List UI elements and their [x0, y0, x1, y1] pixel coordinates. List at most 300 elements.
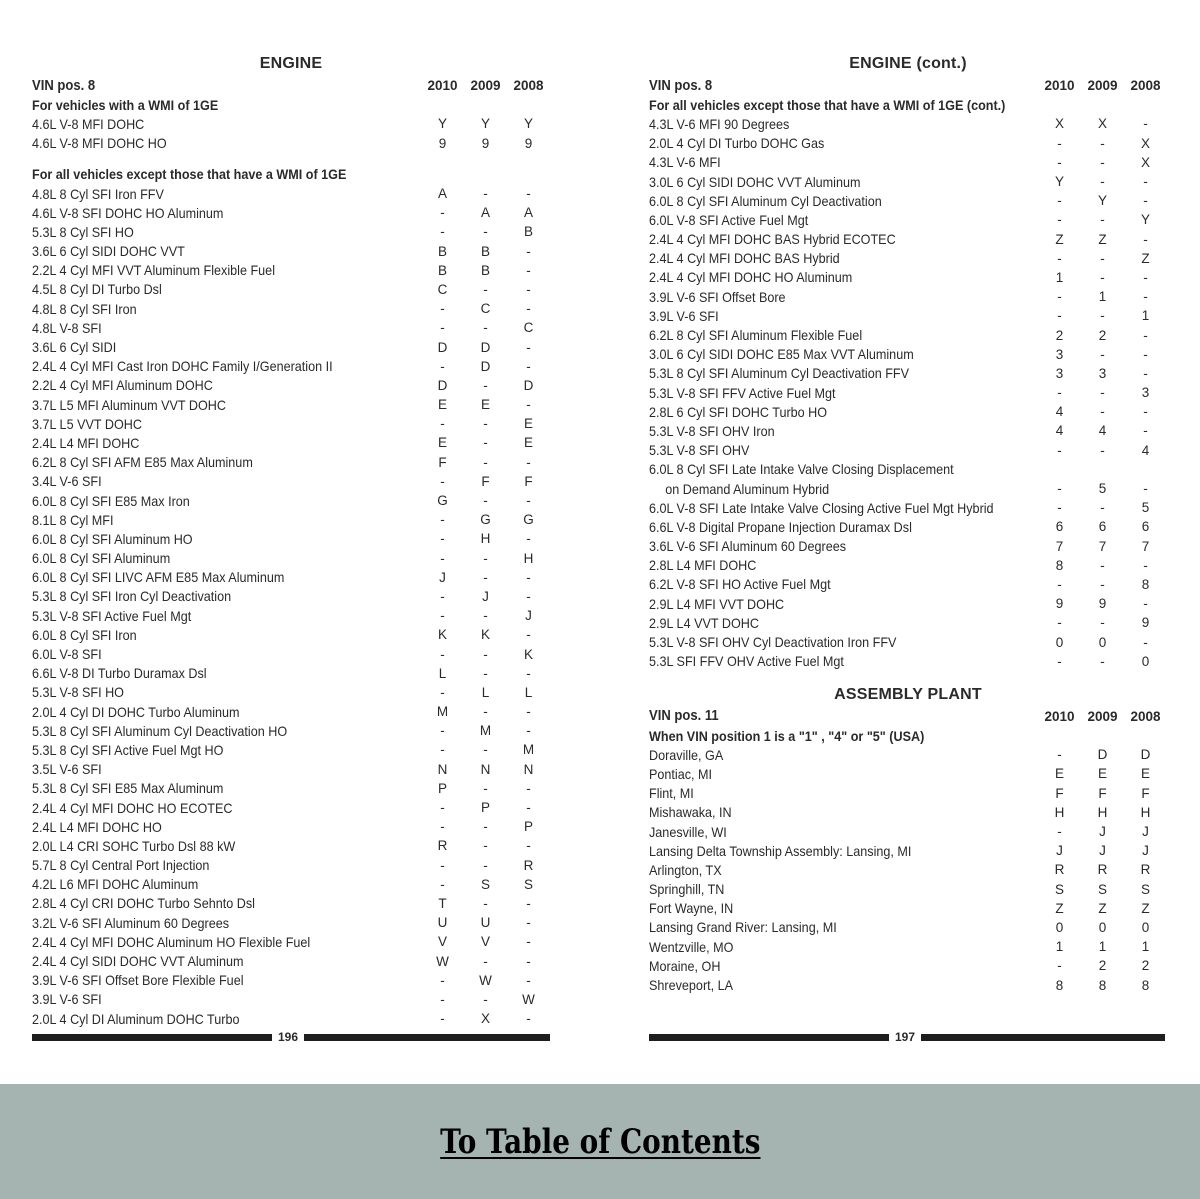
code-cell: 4: [1055, 423, 1064, 439]
code-cell: R: [1097, 862, 1108, 878]
code-cell: E: [523, 435, 533, 451]
table-row: [32, 760, 550, 779]
code-cell: 7: [1055, 538, 1064, 554]
table-row: [649, 745, 1167, 764]
table-row: [649, 594, 1167, 613]
code-cell: P: [437, 780, 447, 796]
code-cell: A: [437, 186, 447, 202]
code-cell: E: [1054, 766, 1064, 782]
code-cell: -: [1143, 634, 1148, 650]
row-label: 2.0L 4 Cyl DI DOHC Turbo Aluminum: [32, 703, 240, 720]
row-label: 3.0L 6 Cyl SIDI DOHC VVT Aluminum: [649, 173, 861, 190]
row-label: 2.8L 6 Cyl SFI DOHC Turbo HO: [649, 403, 828, 420]
table-row: [649, 784, 1167, 803]
row-label: 6.0L 8 Cyl SFI Aluminum HO: [32, 530, 193, 547]
row-label: Springhill, TN: [649, 881, 725, 898]
row-label: 3.9L V-6 SFI: [649, 307, 719, 324]
code-cell: D: [437, 339, 448, 355]
row-label: 6.2L V-8 SFI HO Active Fuel Mgt: [649, 576, 831, 593]
row-label: Fort Wayne, IN: [649, 900, 734, 917]
code-cell: -: [526, 493, 531, 509]
code-cell: -: [483, 435, 488, 451]
code-cell: -: [483, 857, 488, 873]
row-label: 3.7L L5 VVT DOHC: [32, 415, 142, 432]
table-row: [32, 625, 550, 644]
table-row: [32, 894, 550, 913]
code-cell: H: [1097, 804, 1108, 820]
code-cell: -: [1143, 365, 1148, 381]
code-cell: -: [1057, 385, 1062, 401]
row-label: 3.9L V-6 SFI Offset Bore: [649, 288, 786, 305]
code-cell: B: [523, 224, 533, 240]
table-row: [32, 222, 550, 241]
table-row: [32, 318, 550, 337]
table-row: [32, 817, 550, 836]
code-cell: -: [1143, 193, 1148, 209]
year-header: 2008: [1130, 78, 1161, 94]
code-cell: -: [1100, 576, 1105, 592]
row-label: Doraville, GA: [649, 746, 724, 763]
table-row: [649, 287, 1167, 306]
code-cell: -: [526, 569, 531, 585]
row-label: Moraine, OH: [649, 957, 721, 974]
table-row: [649, 803, 1167, 822]
code-cell: E: [480, 397, 490, 413]
code-cell: -: [1100, 154, 1105, 170]
row-label: 2.0L 4 Cyl DI Turbo DOHC Gas: [649, 135, 825, 152]
table-row: [649, 345, 1167, 364]
code-cell: L: [524, 684, 533, 700]
row-label: Wentzville, MO: [649, 938, 734, 955]
table-row: [32, 1009, 550, 1028]
code-cell: -: [1057, 289, 1062, 305]
year-header: 2009: [1087, 78, 1118, 94]
table-row: [32, 587, 550, 606]
code-cell: -: [483, 550, 488, 566]
table-row: [32, 932, 550, 951]
code-cell: E: [1097, 766, 1107, 782]
code-cell: -: [1100, 308, 1105, 324]
code-cell: -: [1143, 481, 1148, 497]
code-cell: Y: [1054, 174, 1064, 190]
code-cell: -: [440, 991, 445, 1007]
table-row: [649, 421, 1167, 440]
code-cell: -: [526, 301, 531, 317]
row-label: 2.9L L4 MFI VVT DOHC: [649, 595, 785, 612]
code-cell: 0: [1098, 919, 1107, 935]
table-row: [649, 498, 1167, 517]
code-cell: -: [1143, 231, 1148, 247]
code-cell: 1: [1055, 939, 1064, 955]
code-cell: 0: [1055, 919, 1064, 935]
row-label: Janesville, WI: [649, 823, 727, 840]
code-cell: -: [1143, 557, 1148, 573]
table-row: [32, 184, 550, 203]
row-label: 5.3L V-8 SFI FFV Active Fuel Mgt: [649, 384, 836, 401]
code-cell: -: [440, 320, 445, 336]
table-row: [32, 875, 550, 894]
row-label: 6.0L 8 Cyl SFI LIVC AFM E85 Max Aluminum: [32, 569, 285, 586]
year-header: 2010: [1044, 78, 1075, 94]
code-cell: -: [1143, 116, 1148, 132]
table-of-contents-link[interactable]: To Table of Contents: [439, 1121, 761, 1162]
year-header: 2009: [1087, 708, 1118, 724]
code-cell: K: [437, 627, 447, 643]
code-cell: -: [526, 1011, 531, 1027]
row-label: Flint, MI: [649, 785, 694, 802]
code-cell: -: [483, 742, 488, 758]
code-cell: -: [483, 665, 488, 681]
code-cell: W: [436, 953, 449, 969]
code-cell: -: [1100, 404, 1105, 420]
code-cell: J: [1056, 843, 1063, 859]
group-heading: When VIN position 1 is a "1" , "4" or "5" (USA): [649, 727, 925, 744]
table-row: [32, 299, 550, 318]
table-row: [32, 740, 550, 759]
engine-table: [32, 95, 550, 1028]
table-row: [32, 702, 550, 721]
table-row: [649, 134, 1167, 153]
code-cell: Z: [1141, 900, 1150, 916]
code-cell: 3: [1055, 365, 1064, 381]
code-cell: H: [1054, 804, 1065, 820]
code-cell: 4: [1141, 442, 1150, 458]
navigation-band: [0, 1084, 1200, 1199]
table-row: [649, 114, 1167, 133]
code-cell: -: [526, 243, 531, 259]
code-cell: X: [1054, 116, 1064, 132]
row-label: 4.5L 8 Cyl DI Turbo Dsl: [32, 281, 162, 298]
code-cell: S: [1097, 881, 1107, 897]
code-cell: -: [440, 742, 445, 758]
code-cell: -: [1100, 346, 1105, 362]
code-cell: R: [1054, 862, 1065, 878]
row-label: 2.4L 4 Cyl MFI DOHC HO ECOTEC: [32, 799, 233, 816]
code-cell: -: [1100, 269, 1105, 285]
table-row: [649, 517, 1167, 536]
table-row: [32, 856, 550, 875]
code-cell: P: [480, 800, 490, 816]
table-row: [32, 491, 550, 510]
row-label: 6.0L 8 Cyl SFI Aluminum Cyl Deactivation: [649, 192, 882, 209]
table-row: [32, 376, 550, 395]
table-row: [32, 836, 550, 855]
code-cell: D: [1097, 747, 1108, 763]
row-label: 5.3L V-8 SFI HO: [32, 684, 124, 701]
code-cell: -: [483, 416, 488, 432]
code-cell: -: [1100, 500, 1105, 516]
row-label: 5.3L 8 Cyl SFI HO: [32, 223, 134, 240]
table-row: [32, 453, 550, 472]
code-cell: 7: [1141, 538, 1150, 554]
table-row: [32, 414, 550, 433]
row-label: 4.3L V-6 MFI: [649, 154, 721, 171]
row-label: 3.7L L5 MFI Aluminum VVT DOHC: [32, 396, 226, 413]
table-row: [649, 268, 1167, 287]
code-cell: M: [436, 704, 449, 720]
code-cell: J: [1099, 824, 1106, 840]
code-cell: S: [1140, 881, 1150, 897]
code-cell: -: [483, 991, 488, 1007]
row-label: 5.3L 8 Cyl SFI Iron Cyl Deactivation: [32, 588, 232, 605]
page-footer-right: [649, 1031, 1165, 1043]
row-label: 2.2L 4 Cyl MFI VVT Aluminum Flexible Fuel: [32, 262, 275, 279]
code-cell: 9: [438, 135, 447, 151]
code-cell: D: [480, 339, 491, 355]
row-label: 5.3L 8 Cyl SFI Active Fuel Mgt HO: [32, 741, 224, 758]
code-cell: -: [526, 800, 531, 816]
group-heading: For vehicles with a WMI of 1GE: [32, 96, 219, 113]
row-label: 3.6L V-6 SFI Aluminum 60 Degrees: [649, 538, 847, 555]
table-row: [32, 242, 550, 261]
table-row: [32, 779, 550, 798]
code-cell: -: [1100, 212, 1105, 228]
row-label: 3.6L 6 Cyl SIDI: [32, 339, 117, 356]
row-label: 4.8L 8 Cyl SFI Iron: [32, 300, 137, 317]
code-cell: 2: [1098, 327, 1107, 343]
code-cell: -: [1057, 212, 1062, 228]
code-cell: C: [437, 281, 448, 297]
code-cell: E: [437, 435, 447, 451]
table-row: [32, 664, 550, 683]
code-cell: J: [439, 569, 446, 585]
code-cell: Y: [523, 116, 533, 132]
row-label: 2.8L 4 Cyl CRI DOHC Turbo Sehnto Dsl: [32, 895, 255, 912]
code-cell: -: [483, 838, 488, 854]
code-cell: -: [1143, 346, 1148, 362]
year-header: 2008: [513, 78, 544, 94]
table-row: [649, 537, 1167, 556]
code-cell: Z: [1055, 231, 1064, 247]
code-cell: Y: [437, 116, 447, 132]
code-cell: -: [440, 800, 445, 816]
code-cell: W: [522, 991, 535, 1007]
table-row: [32, 529, 550, 548]
code-cell: 2: [1098, 958, 1107, 974]
code-cell: -: [1057, 442, 1062, 458]
code-cell: C: [480, 301, 491, 317]
code-cell: 8: [1055, 557, 1064, 573]
footer-rule: [921, 1034, 1165, 1041]
code-cell: E: [523, 416, 533, 432]
code-cell: F: [524, 473, 533, 489]
code-cell: -: [440, 224, 445, 240]
code-cell: 3: [1055, 346, 1064, 362]
code-cell: -: [1143, 289, 1148, 305]
code-cell: -: [526, 397, 531, 413]
table-row: [32, 203, 550, 222]
code-cell: Z: [1098, 231, 1107, 247]
column-header-row: [649, 76, 1167, 95]
code-cell: B: [480, 243, 490, 259]
code-cell: B: [437, 243, 447, 259]
code-cell: -: [440, 205, 445, 221]
code-cell: -: [483, 320, 488, 336]
group-heading: For all vehicles except those that have a WMI of 1GE: [32, 166, 347, 183]
code-cell: -: [440, 972, 445, 988]
code-cell: -: [1057, 500, 1062, 516]
code-cell: -: [526, 358, 531, 374]
row-label: 6.0L V-8 SFI Active Fuel Mgt: [649, 211, 809, 228]
code-cell: -: [526, 588, 531, 604]
footer-rule: [304, 1034, 550, 1041]
code-cell: 9: [524, 135, 533, 151]
table-row: [32, 134, 550, 153]
row-label: 6.6L V-8 DI Turbo Duramax Dsl: [32, 665, 207, 682]
code-cell: 9: [1098, 596, 1107, 612]
code-cell: -: [483, 186, 488, 202]
engine-table-cont: [649, 114, 1167, 670]
code-cell: -: [526, 780, 531, 796]
table-row: [32, 798, 550, 817]
table-row: [32, 114, 550, 133]
table-row: [649, 899, 1167, 918]
row-label: 4.2L L6 MFI DOHC Aluminum: [32, 876, 199, 893]
table-row: [649, 956, 1167, 975]
code-cell: -: [1100, 250, 1105, 266]
code-cell: -: [483, 569, 488, 585]
code-cell: G: [437, 493, 448, 509]
row-label: 2.4L L4 MFI DOHC HO: [32, 818, 162, 835]
code-cell: -: [1057, 308, 1062, 324]
table-row: [649, 575, 1167, 594]
code-cell: -: [440, 512, 445, 528]
code-cell: -: [526, 281, 531, 297]
row-label: 8.1L 8 Cyl MFI: [32, 511, 114, 528]
code-cell: -: [483, 377, 488, 393]
code-cell: 0: [1141, 653, 1150, 669]
code-cell: A: [523, 205, 533, 221]
code-cell: 1: [1098, 289, 1107, 305]
code-cell: 8: [1055, 977, 1064, 993]
code-cell: H: [523, 550, 534, 566]
row-label: 5.3L SFI FFV OHV Active Fuel Mgt: [649, 653, 844, 670]
code-cell: 9: [1141, 615, 1150, 631]
table-row: [32, 395, 550, 414]
code-cell: -: [1143, 423, 1148, 439]
table-row: [649, 191, 1167, 210]
code-cell: S: [523, 876, 533, 892]
code-cell: Y: [1140, 212, 1150, 228]
row-label: 2.9L L4 VVT DOHC: [649, 614, 759, 631]
row-label: 4.6L V-8 SFI DOHC HO Aluminum: [32, 204, 224, 221]
code-cell: -: [440, 473, 445, 489]
table-row: [649, 402, 1167, 421]
code-cell: J: [1099, 843, 1106, 859]
table-row: [649, 975, 1167, 994]
code-cell: D: [437, 377, 448, 393]
table-row: [649, 210, 1167, 229]
code-cell: -: [440, 684, 445, 700]
code-cell: -: [1057, 747, 1062, 763]
code-cell: L: [481, 684, 490, 700]
section-title: ENGINE (cont.): [849, 55, 967, 72]
row-label: on Demand Aluminum Hybrid: [665, 480, 830, 497]
code-cell: -: [1057, 193, 1062, 209]
row-label: 6.0L 8 Cyl SFI Aluminum: [32, 550, 171, 567]
row-label: 4.6L V-8 MFI DOHC HO: [32, 135, 167, 152]
code-cell: 0: [1141, 919, 1150, 935]
page-number: 196: [278, 1030, 299, 1044]
code-cell: X: [480, 1011, 490, 1027]
code-cell: -: [1100, 135, 1105, 151]
code-cell: F: [1098, 785, 1107, 801]
row-label: 2.4L 4 Cyl SIDI DOHC VVT Aluminum: [32, 953, 244, 970]
code-cell: -: [483, 646, 488, 662]
table-row: [32, 990, 550, 1009]
code-cell: V: [480, 934, 490, 950]
code-cell: -: [440, 819, 445, 835]
code-cell: 6: [1055, 519, 1064, 535]
code-cell: -: [440, 876, 445, 892]
table-row: [32, 549, 550, 568]
code-cell: 6: [1141, 519, 1150, 535]
vin-position-label: VIN pos. 11: [649, 708, 719, 725]
code-cell: M: [479, 723, 492, 739]
row-label: 3.2L V-6 SFI Aluminum 60 Degrees: [32, 914, 230, 931]
code-cell: R: [523, 857, 534, 873]
table-row: [649, 822, 1167, 841]
code-cell: X: [1097, 116, 1107, 132]
code-cell: -: [526, 895, 531, 911]
code-cell: -: [1057, 958, 1062, 974]
code-cell: X: [1140, 135, 1150, 151]
code-cell: -: [526, 953, 531, 969]
code-cell: 6: [1098, 519, 1107, 535]
code-cell: 4: [1055, 404, 1064, 420]
table-row: [32, 568, 550, 587]
row-label: 4.6L V-8 MFI DOHC: [32, 115, 145, 132]
code-cell: -: [1057, 154, 1062, 170]
code-cell: -: [1100, 385, 1105, 401]
row-label: Lansing Delta Township Assembly: Lansing, MI: [649, 842, 912, 859]
code-cell: 5: [1141, 500, 1150, 516]
code-cell: -: [1143, 327, 1148, 343]
row-label: 3.0L 6 Cyl SIDI DOHC E85 Max VVT Aluminum: [649, 346, 914, 363]
code-cell: W: [479, 972, 492, 988]
code-cell: -: [440, 588, 445, 604]
code-cell: 8: [1141, 977, 1150, 993]
code-cell: S: [1054, 881, 1064, 897]
row-label: 3.9L V-6 SFI Offset Bore Flexible Fuel: [32, 972, 244, 989]
code-cell: -: [1143, 596, 1148, 612]
code-cell: 2: [1141, 958, 1150, 974]
code-cell: N: [437, 761, 448, 777]
code-cell: -: [483, 704, 488, 720]
row-label: 6.0L 8 Cyl SFI E85 Max Iron: [32, 492, 190, 509]
table-row: [649, 460, 1167, 479]
code-cell: 9: [481, 135, 490, 151]
code-cell: -: [1100, 174, 1105, 190]
code-cell: R: [437, 838, 448, 854]
table-row: [649, 172, 1167, 191]
code-cell: N: [523, 761, 534, 777]
code-cell: Z: [1098, 900, 1107, 916]
row-label: 5.3L 8 Cyl SFI E85 Max Aluminum: [32, 780, 224, 797]
code-cell: J: [1142, 824, 1149, 840]
column-header-row: [649, 707, 1167, 726]
code-cell: -: [440, 1011, 445, 1027]
row-label: 2.4L 4 Cyl MFI DOHC BAS Hybrid ECOTEC: [649, 231, 896, 248]
row-label: 5.3L V-8 SFI OHV Cyl Deactivation Iron FFV: [649, 634, 897, 651]
code-cell: J: [1142, 843, 1149, 859]
row-label: Pontiac, MI: [649, 765, 713, 782]
row-label: 6.0L 8 Cyl SFI Iron: [32, 626, 137, 643]
code-cell: -: [526, 838, 531, 854]
row-label: 2.4L 4 Cyl MFI DOHC BAS Hybrid: [649, 250, 840, 267]
code-cell: -: [1057, 576, 1062, 592]
code-cell: -: [526, 627, 531, 643]
